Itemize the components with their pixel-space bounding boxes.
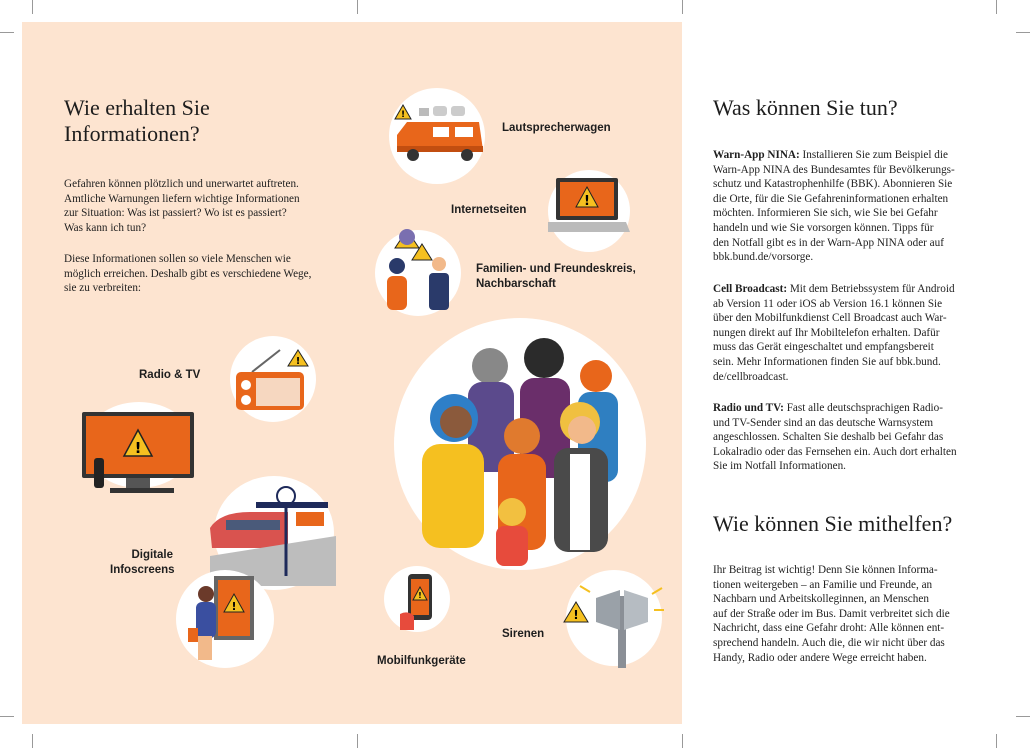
svg-text:!: !	[295, 356, 301, 367]
right-panel-title-2: Wie können Sie mithelfen?	[713, 511, 953, 536]
radio-tv-heading: Radio und TV:	[713, 402, 784, 414]
text-line: die Orte, für die Sie Gefahreninformationen erhalten	[713, 192, 949, 205]
text-line: nungen direkt auf Ihr Mobiltelefon erhalten. Dafür	[713, 326, 940, 339]
text-line: Amtliche Warnungen liefern wichtige Informationen	[64, 192, 300, 205]
label-lautsprecherwagen: Lautsprecherwagen	[502, 122, 611, 134]
label-sirenen: Sirenen	[502, 628, 545, 640]
crop-mark	[1016, 32, 1030, 33]
nina-paragraph	[713, 148, 983, 265]
text-line: Was kann ich tun?	[64, 221, 147, 234]
text-line: und TV-Sender sind an das deutsche Warnsystem	[713, 416, 934, 429]
text-line: über den Mobilfunkdienst Cell Broadcast auch War-	[713, 312, 947, 325]
infoscreen-icon	[180, 574, 274, 668]
text-line: Lokalradio oder das Fernsehen ein. Auch dort erhalten	[713, 445, 957, 458]
text-line: angeschlossen. Schalten Sie deshalb bei Gefahr das	[713, 431, 944, 444]
phone-icon	[390, 570, 450, 636]
text-line: Mit dem Betriebssystem für Android	[787, 283, 955, 295]
text-line: Diese Informationen sollen so viele Menschen wie	[64, 253, 291, 265]
label-infoscreens	[131, 548, 173, 563]
text-line: Gefahren können plötzlich und unerwartet auftreten.	[64, 178, 299, 190]
crop-mark	[0, 716, 14, 717]
crop-mark	[32, 734, 33, 748]
text-line: tionen weitergeben – an Familie und Freunde, an	[713, 578, 933, 591]
nina-heading: Warn-App NINA:	[713, 149, 800, 161]
text-line: Installieren Sie zum Beispiel die	[799, 149, 948, 161]
title-line: Informationen?	[64, 121, 200, 146]
text-line: Fast alle deutschsprachigen Radio-	[783, 402, 943, 414]
svg-text:!: !	[584, 194, 590, 209]
text-line: Nachricht, dass eine Gefahr droht: Alle können ent-	[713, 622, 945, 635]
text-line: muss das Gerät eingeschaltet und empfangsbereit	[713, 341, 934, 354]
crop-mark	[1016, 716, 1030, 717]
svg-text:!: !	[573, 608, 579, 622]
crop-mark	[0, 32, 14, 33]
right-panel-title-1: Was können Sie tun?	[713, 95, 898, 120]
text-line: bbk.bund.de/vorsorge.	[713, 251, 814, 264]
text-line: möglich erreichen. Deshalb gibt es verschiedene Wege,	[64, 267, 312, 280]
cell-broadcast-heading: Cell Broadcast:	[713, 283, 788, 295]
crop-mark	[357, 734, 358, 748]
label-infoscreens-2: Infoscreens	[110, 564, 175, 576]
label-line: Digitale	[131, 549, 173, 561]
text-line: zur Situation: Was ist passiert? Wo ist es passiert?	[64, 207, 287, 220]
intro-paragraph	[64, 177, 334, 235]
left-panel-title	[64, 95, 210, 147]
laptop-icon	[548, 176, 634, 242]
label-line: Familien- und Freundeskreis,	[476, 263, 636, 275]
text-line: Nachbarn und Arbeitskolleginnen, an Menschen	[713, 593, 929, 606]
help-paragraph	[713, 563, 983, 665]
family-icon	[375, 226, 465, 316]
label-internetseiten: Internetseiten	[451, 204, 527, 216]
text-line: sie zu verbreiten:	[64, 282, 142, 295]
text-line: de/cellbroadcast.	[713, 370, 789, 383]
crop-mark	[32, 0, 33, 14]
crop-mark	[996, 734, 997, 748]
cell-broadcast-paragraph	[713, 282, 983, 384]
svg-text:!: !	[134, 439, 142, 457]
label-line: Nachbarschaft	[476, 278, 556, 290]
svg-text:!: !	[418, 591, 422, 600]
svg-text:!: !	[231, 600, 237, 613]
text-line: den Notfall gibt es in der Warn-App NINA oder auf	[713, 236, 944, 249]
crop-mark	[682, 0, 683, 14]
reach-paragraph	[64, 252, 334, 296]
crop-mark	[996, 0, 997, 14]
tv-icon	[82, 412, 198, 498]
text-line: möchten. Informieren Sie sich, wie Sie bei Gefahr	[713, 207, 938, 220]
label-mobilfunk: Mobilfunkgeräte	[377, 655, 466, 667]
crop-mark	[357, 0, 358, 14]
title-line: Wie erhalten Sie	[64, 95, 210, 120]
text-line: Handy, Radio oder andere Wege erreicht haben.	[713, 651, 927, 664]
text-line: handeln und wie Sie vorsorgen können. Tipps für	[713, 221, 934, 234]
text-line: Sie im Notfall Informationen.	[713, 460, 846, 473]
text-line: auf der Straße oder im Bus. Damit verbreitet sich die	[713, 607, 950, 620]
text-line: Ihr Beitrag ist wichtig! Denn Sie können Informa-	[713, 564, 938, 576]
text-line: Warn-App NINA des Bundesamtes für Bevölkerungs-	[713, 163, 955, 176]
crowd-icon	[394, 318, 646, 570]
text-line: schutz und Katastrophenhilfe (BBK). Abonnieren Sie	[713, 178, 953, 191]
label-familie	[476, 262, 636, 292]
text-line: sprechend handeln. Auch die, die wir nicht über das	[713, 636, 945, 649]
text-line: sein. Mehr Informationen finden Sie auf bbk.bund.	[713, 355, 941, 368]
radio-tv-paragraph	[713, 401, 983, 474]
loudspeaker-van-icon	[389, 100, 489, 170]
svg-text:!: !	[400, 110, 406, 120]
crop-mark	[682, 734, 683, 748]
siren-icon	[562, 576, 666, 668]
label-radio-tv: Radio & TV	[139, 369, 201, 381]
text-line: ab Version 11 oder iOS ab Version 16.1 können Sie	[713, 297, 943, 310]
radio-icon	[230, 340, 320, 420]
